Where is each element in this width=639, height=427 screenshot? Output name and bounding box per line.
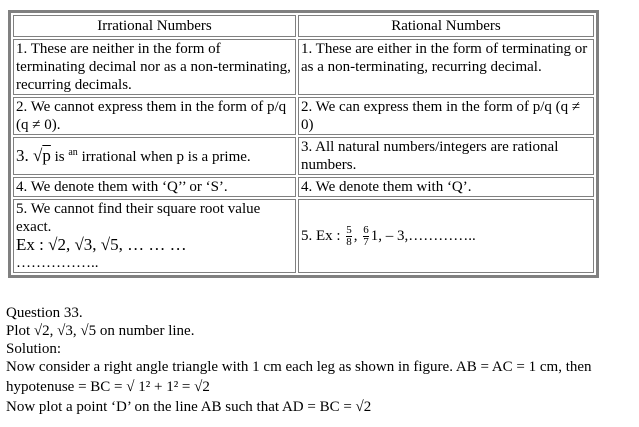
frac1-numerator: 5	[346, 223, 352, 236]
rational-cell-2: 2. We can express them in the form of p/q (q ≠ 0)	[298, 97, 594, 135]
question-section	[6, 304, 636, 416]
table-row	[13, 39, 594, 95]
table-row	[13, 199, 594, 273]
solution-line-1: Now consider a right angle triangle with 1 cm each leg as shown in figure. AB = AC = 1 cm, then	[6, 359, 592, 375]
rational-5-prefix: 5. Ex :	[300, 227, 345, 244]
question-number: Question 33.	[6, 305, 83, 321]
irrational-5-line3: ……………..	[16, 255, 99, 271]
table-header-row	[13, 15, 594, 37]
irrational-3-an: an	[68, 146, 78, 158]
irrational-cell-3	[13, 137, 296, 175]
header-rational: Rational Numbers	[298, 15, 594, 37]
irrational-cell-4: 4. We denote them with ‘Q’’ or ‘S’.	[13, 177, 296, 197]
irrational-3-prefix: 3. √	[16, 145, 43, 165]
rational-cell-3: 3. All natural numbers/integers are rational numbers.	[298, 137, 594, 175]
frac2-numerator: 6	[363, 223, 369, 236]
rational-5-sep: ,	[353, 227, 362, 244]
irrational-5-line1: 5. We cannot find their square root value exact.	[16, 201, 261, 235]
solution-label: Solution:	[6, 341, 62, 357]
rational-cell-5	[298, 199, 594, 273]
irrational-cell-5	[13, 199, 296, 273]
comparison-table	[8, 10, 599, 278]
frac1-denominator: 8	[346, 235, 352, 248]
irrational-3-is: is	[50, 148, 69, 165]
rational-cell-1: 1. These are either in the form of terminating or as a non-terminating, recurring decimal.	[298, 39, 594, 95]
irrational-5-line2: Ex : √2, √3, √5, … … …	[16, 235, 187, 254]
rational-cell-4: 4. We denote them with ‘Q’.	[298, 177, 594, 197]
irrational-3-p: p	[42, 145, 51, 165]
table-row	[13, 177, 594, 197]
solution-line-3: Now plot a point ‘D’ on the line AB such that AD = BC = √2	[6, 399, 372, 415]
frac2-denominator: 7	[363, 235, 369, 248]
table-row	[13, 97, 594, 135]
table-row	[13, 137, 594, 175]
fraction-5-8	[346, 225, 352, 248]
irrational-3-rest: irrational when p is a prime.	[77, 148, 251, 165]
solution-line-2: hypotenuse = BC = √ 1² + 1² = √2	[6, 379, 210, 395]
irrational-cell-2: 2. We cannot express them in the form of p/q (q ≠ 0).	[13, 97, 296, 135]
question-prompt: Plot √2, √3, √5 on number line.	[6, 323, 195, 339]
fraction-6-7	[363, 225, 369, 248]
header-irrational: Irrational Numbers	[13, 15, 296, 37]
irrational-cell-1: 1. These are neither in the form of terminating decimal nor as a non-terminating, recurring decimals.	[13, 39, 296, 95]
rational-5-rest: 1, – 3,…………..	[370, 227, 476, 244]
